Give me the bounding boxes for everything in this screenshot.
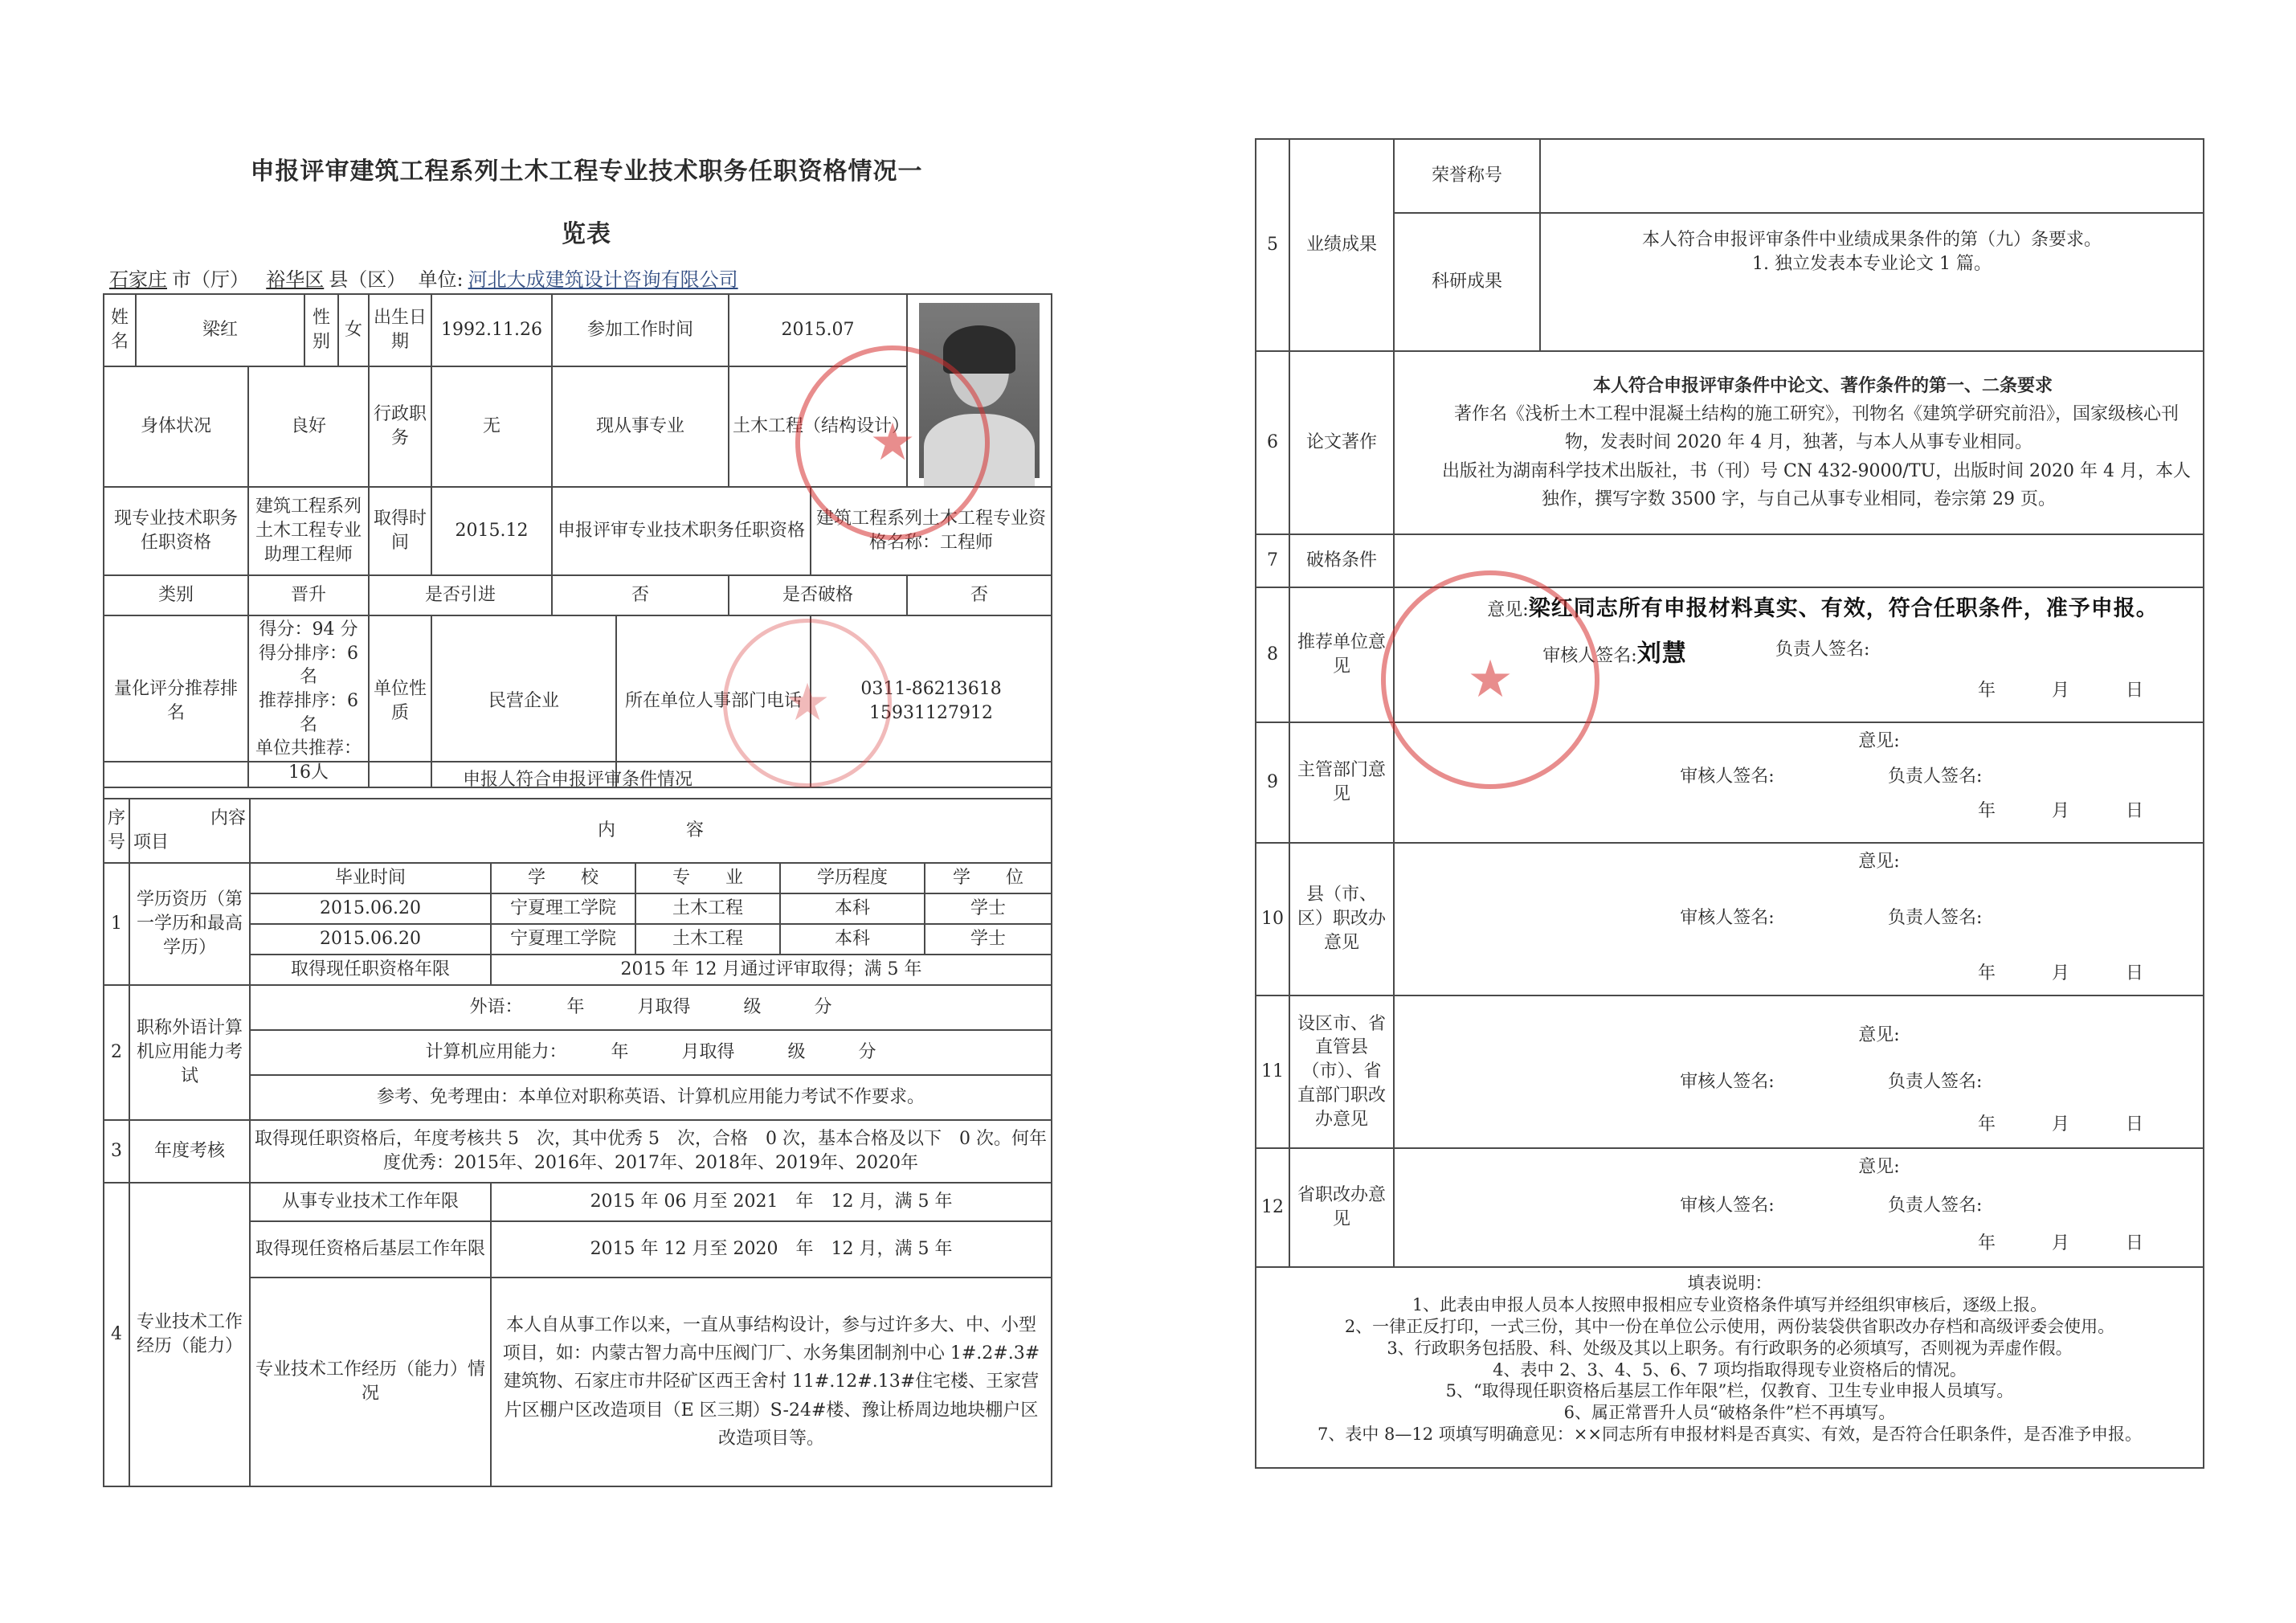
name-value: 梁红 bbox=[136, 294, 304, 366]
r8-opinion bbox=[1406, 595, 2192, 623]
s1-r2-degree: 学士 bbox=[925, 924, 1052, 955]
r12-leader-label: 负责人签名: bbox=[1888, 1195, 1983, 1216]
r11-month: 月 bbox=[2051, 1114, 2069, 1135]
hr-phone-label: 所在单位人事部门电话 bbox=[616, 615, 811, 787]
form-title-line2: 览表 bbox=[562, 220, 611, 248]
note-2: 2、一律正反打印，一式三份，其中一份在单位公示使用，两份装袋供省职改办存档和高级评委会使用。 bbox=[1344, 1316, 2115, 1336]
s4-exp-label: 专业技术工作经历（能力）情况 bbox=[250, 1278, 491, 1486]
r10-label: 县（市、区）职改办意见 bbox=[1289, 843, 1394, 995]
r11-leader-label: 负责人签名: bbox=[1888, 1071, 1983, 1092]
s4-exp-value: 本人自从事工作以来，一直从事结构设计，参与过许多大、中、小型项目，如：内蒙古智力高中压阀门厂、水务集团制剂中心 1#.2#.3#建筑物、石家庄市井陉矿区西王舍村 11#.12#.13#住宅楼、王家营片区棚户区改造项目（E 区三期）S-24#楼、豫让桥周边地块棚户区改造项目等。 bbox=[491, 1278, 1052, 1486]
r5-honor-label: 荣誉称号 bbox=[1394, 139, 1540, 213]
right-page bbox=[1148, 0, 2296, 1623]
r12-no: 12 bbox=[1256, 1148, 1289, 1267]
r12-reviewer-label: 审核人签名: bbox=[1680, 1195, 1775, 1216]
s3-label: 年度考核 bbox=[129, 1120, 250, 1183]
r12-date bbox=[1406, 1232, 2192, 1256]
score-value: 得分：94 分 bbox=[259, 619, 358, 640]
r12-day: 日 bbox=[2125, 1233, 2143, 1254]
sex-label: 性别 bbox=[304, 294, 338, 366]
s1-col-level: 学历程度 bbox=[780, 863, 925, 893]
admin-post-label: 行政职务 bbox=[369, 366, 431, 487]
r9-no: 9 bbox=[1256, 722, 1289, 843]
s2-computer: 计算机应用能力： 年 月取得 级 分 bbox=[250, 1030, 1052, 1075]
company-seal-stamp-faint: ★ bbox=[723, 619, 892, 787]
r6-para2: 著作名《浅析土木工程中混凝土结构的施工研究》，刊物名《建筑学研究前沿》，国家级核心刊物，发表时间 2020 年 4 月，独著，与本人从事专业相同。 bbox=[1453, 404, 2179, 453]
review-table bbox=[1255, 138, 2204, 1469]
county-value: 裕华区 bbox=[266, 268, 325, 291]
r10-day: 日 bbox=[2125, 963, 2143, 984]
s1-col-major: 专 业 bbox=[635, 863, 780, 893]
r6-content bbox=[1394, 351, 2204, 534]
s4-base-value: 2015 年 12 月至 2020 年 12 月，满 5 年 bbox=[491, 1221, 1052, 1278]
r5-research-label: 科研成果 bbox=[1394, 213, 1540, 351]
note-1: 1、此表由申报人员本人按照申报相应专业资格条件填写并经组织审核后，逐级上报。 bbox=[1412, 1294, 2048, 1314]
unit-nature-value: 民营企业 bbox=[431, 615, 616, 787]
r8-day: 日 bbox=[2125, 680, 2143, 701]
exceptional-value: 否 bbox=[907, 575, 1052, 615]
hr-phone-1: 0311-86213618 bbox=[860, 679, 1002, 700]
r8-no: 8 bbox=[1256, 587, 1289, 722]
r10-date bbox=[1406, 962, 2192, 986]
note-5: 5、“取得现任职资格后基层工作年限”栏，仅教育、卫生专业申报人员填写。 bbox=[1445, 1381, 2014, 1401]
s4-base-label: 取得现任资格后基层工作年限 bbox=[250, 1221, 491, 1278]
r12-content bbox=[1394, 1148, 2204, 1267]
s1-r2-major: 土木工程 bbox=[635, 924, 780, 955]
hr-phone-2: 15931127912 bbox=[869, 702, 994, 723]
r11-year: 年 bbox=[1977, 1114, 1996, 1135]
s2-no: 2 bbox=[104, 985, 129, 1120]
r10-reviewer-label: 审核人签名: bbox=[1680, 907, 1775, 928]
r11-label: 设区市、省直管县（市）、省直部门职改办意见 bbox=[1289, 995, 1394, 1148]
s1-r1-date: 2015.06.20 bbox=[250, 893, 491, 924]
s2-exempt: 参考、免考理由：本单位对职称英语、计算机应用能力考试不作要求。 bbox=[250, 1075, 1052, 1120]
work-start-label: 参加工作时间 bbox=[552, 294, 729, 366]
birth-label: 出生日期 bbox=[369, 294, 431, 366]
r8-reviewer bbox=[1454, 638, 1775, 671]
health-value: 良好 bbox=[248, 366, 369, 487]
county-suffix: 县（区） bbox=[329, 268, 406, 291]
header-no: 序号 bbox=[104, 799, 129, 863]
category-value: 晋升 bbox=[248, 575, 369, 615]
note-7: 7、表中 8—12 项填写明确意见：××同志所有申报材料是否真实、有效，是否符合任职条件，是否准予申报。 bbox=[1318, 1425, 2142, 1445]
current-major-value: 土木工程（结构设计） bbox=[729, 366, 907, 487]
r9-date bbox=[1406, 799, 2192, 824]
city-suffix: 市（厅） bbox=[172, 268, 249, 291]
apply-title-value: 建筑工程系列土木工程专业资格名称：工程师 bbox=[811, 487, 1052, 575]
r9-signatures bbox=[1406, 765, 2192, 789]
sex-value: 女 bbox=[338, 294, 369, 366]
s1-r2-school: 宁夏理工学院 bbox=[491, 924, 635, 955]
r10-year: 年 bbox=[1977, 963, 1996, 984]
city-value: 石家庄 bbox=[109, 268, 167, 291]
r11-content bbox=[1394, 995, 2204, 1148]
r10-opinion: 意见: bbox=[1858, 852, 1900, 872]
portrait-image bbox=[919, 303, 1040, 478]
score-order: 得分排序：6 名 bbox=[259, 643, 358, 688]
s1-r2-date: 2015.06.20 bbox=[250, 924, 491, 955]
introduced-value: 否 bbox=[552, 575, 729, 615]
s2-foreign: 外语： 年 月取得 级 分 bbox=[250, 985, 1052, 1030]
header-item bbox=[129, 799, 250, 863]
header-content: 内 容 bbox=[250, 799, 1052, 863]
s1-no: 1 bbox=[104, 863, 129, 985]
fill-instructions bbox=[1256, 1267, 2204, 1468]
header-item-top: 内容 bbox=[210, 808, 246, 829]
birth-value: 1992.11.26 bbox=[431, 294, 552, 366]
header-info-line bbox=[104, 264, 743, 292]
r8-year: 年 bbox=[1977, 680, 1996, 701]
unit-label: 单位: bbox=[418, 268, 464, 291]
r9-month: 月 bbox=[2051, 801, 2069, 822]
r9-year: 年 bbox=[1977, 801, 1996, 822]
r7-no: 7 bbox=[1256, 534, 1289, 587]
r9-leader-label: 负责人签名: bbox=[1888, 766, 1983, 787]
s4-label: 专业技术工作经历（能力） bbox=[129, 1183, 250, 1486]
r9-day: 日 bbox=[2125, 801, 2143, 822]
r9-label: 主管部门意见 bbox=[1289, 722, 1394, 843]
r10-signatures bbox=[1406, 906, 2192, 930]
s1-col-grad-date: 毕业时间 bbox=[250, 863, 491, 893]
current-major-label: 现从事专业 bbox=[552, 366, 729, 487]
r10-no: 10 bbox=[1256, 843, 1289, 995]
note-3: 3、行政职务包括股、科、处级及其以上职务。有行政职务的必须填写，否则视为弄虚作假。 bbox=[1387, 1338, 2073, 1358]
category-label: 类别 bbox=[104, 575, 248, 615]
s1-r1-school: 宁夏理工学院 bbox=[491, 893, 635, 924]
s1-col-degree: 学 位 bbox=[925, 863, 1052, 893]
header-item-bottom: 项目 bbox=[133, 832, 170, 852]
r8-date bbox=[1406, 679, 2192, 703]
r8-leader-label: 负责人签名: bbox=[1775, 640, 1870, 660]
s1-r2-level: 本科 bbox=[780, 924, 925, 955]
applicant-photo bbox=[907, 294, 1052, 487]
s4-no: 4 bbox=[104, 1183, 129, 1486]
r11-day: 日 bbox=[2125, 1114, 2143, 1135]
r12-year: 年 bbox=[1977, 1233, 1996, 1254]
r8-opinion-label: 意见: bbox=[1487, 600, 1529, 620]
s3-text: 取得现任职资格后，年度考核共 5 次，其中优秀 5 次，合格 0 次，基本合格及以下 0 次。何年度优秀：2015年、2016年、2017年、2018年、2019年、2020年 bbox=[250, 1120, 1052, 1183]
apply-title-label: 申报评审专业技术职务任职资格 bbox=[552, 487, 811, 575]
r12-month: 月 bbox=[2051, 1233, 2069, 1254]
r6-no: 6 bbox=[1256, 351, 1289, 534]
obtain-date-value: 2015.12 bbox=[431, 487, 552, 575]
r9-content bbox=[1394, 722, 2204, 843]
r8-label: 推荐单位意见 bbox=[1289, 587, 1394, 722]
r5-research-line2: 1. 独立发表本专业论文 1 篇。 bbox=[1752, 253, 1992, 274]
current-title-label: 现专业技术职务任职资格 bbox=[104, 487, 248, 575]
r5-honor-value bbox=[1540, 139, 2204, 213]
r8-content bbox=[1394, 587, 2204, 722]
r12-signatures bbox=[1406, 1194, 2192, 1218]
s1-r1-major: 土木工程 bbox=[635, 893, 780, 924]
s3-no: 3 bbox=[104, 1120, 129, 1183]
r11-opinion: 意见: bbox=[1858, 1025, 1900, 1045]
s1-r1-level: 本科 bbox=[780, 893, 925, 924]
notes-title: 填表说明： bbox=[1687, 1273, 1772, 1293]
admin-post-value: 无 bbox=[431, 366, 552, 487]
recommend-order: 推荐排序：6 名 bbox=[259, 691, 358, 735]
r6-label: 论文著作 bbox=[1289, 351, 1394, 534]
company-seal-stamp: ★ bbox=[795, 345, 990, 540]
r7-label: 破格条件 bbox=[1289, 534, 1394, 587]
r10-month: 月 bbox=[2051, 963, 2069, 984]
r8-signatures bbox=[1406, 638, 2192, 671]
s2-label: 职称外语计算机应用能力考试 bbox=[129, 985, 250, 1120]
total-recommended: 单位共推荐：16人 bbox=[255, 738, 362, 783]
s1-label: 学历资历（第一学历和最高学历） bbox=[129, 863, 250, 985]
s1-limit-label: 取得现任职资格年限 bbox=[250, 955, 491, 985]
obtain-date-label: 取得时间 bbox=[369, 487, 431, 575]
r8-opinion-handwriting: 梁红同志所有申报材料真实、有效，符合任职条件，准予申报。 bbox=[1528, 596, 2159, 621]
conditions-table bbox=[103, 761, 1052, 1487]
r12-opinion: 意见: bbox=[1858, 1157, 1900, 1177]
r10-leader-label: 负责人签名: bbox=[1888, 907, 1983, 928]
r5-no: 5 bbox=[1256, 139, 1289, 351]
company-seal-stamp: ★ bbox=[1381, 570, 1599, 789]
r8-month: 月 bbox=[2051, 680, 2069, 701]
r5-research-line1: 本人符合申报评审条件中业绩成果条件的第（九）条要求。 bbox=[1641, 230, 2102, 250]
r11-reviewer-label: 审核人签名: bbox=[1680, 1071, 1775, 1092]
r10-content bbox=[1394, 843, 2204, 995]
s4-years-value: 2015 年 06 月至 2021 年 12 月，满 5 年 bbox=[491, 1183, 1052, 1221]
section-title: 申报人符合申报评审条件情况 bbox=[104, 762, 1052, 799]
r12-label: 省职改办意 见 bbox=[1289, 1148, 1394, 1267]
s1-r1-degree: 学士 bbox=[925, 893, 1052, 924]
score-rank-label: 量化评分推荐排名 bbox=[104, 615, 248, 787]
s1-limit-value: 2015 年 12 月通过评审取得；满 5 年 bbox=[491, 955, 1052, 985]
personal-info-table bbox=[103, 293, 1052, 788]
r7-value bbox=[1394, 534, 2204, 587]
work-start-value: 2015.07 bbox=[729, 294, 907, 366]
exceptional-label: 是否破格 bbox=[729, 575, 907, 615]
s1-col-school: 学 校 bbox=[491, 863, 635, 893]
r11-no: 11 bbox=[1256, 995, 1289, 1148]
r11-date bbox=[1406, 1113, 2192, 1137]
r9-reviewer-label: 审核人签名: bbox=[1680, 766, 1775, 787]
r5-research-value bbox=[1540, 213, 2204, 351]
form-title-line1: 申报评审建筑工程系列土木工程专业技术职务任职资格情况一 bbox=[250, 157, 923, 186]
note-4: 4、表中 2、3、4、5、6、7 项均指取得现专业资格后的情况。 bbox=[1493, 1359, 1967, 1380]
r8-reviewer-label: 审核人签名: bbox=[1542, 646, 1637, 667]
health-label: 身体状况 bbox=[104, 366, 248, 487]
unit-value: 河北大成建筑设计咨询有限公司 bbox=[468, 268, 738, 291]
s4-years-label: 从事专业技术工作年限 bbox=[250, 1183, 491, 1221]
r6-para1: 本人符合申报评审条件中论文、著作条件的第一、二条要求 bbox=[1592, 375, 2053, 397]
name-label: 姓名 bbox=[104, 294, 136, 366]
note-6: 6、属正常晋升人员“破格条件”栏不再填写。 bbox=[1563, 1403, 1896, 1423]
r6-para3: 出版社为湖南科学技术出版社，书（刊）号 CN 432-9000/TU，出版时间 2020 年 4 月，本人独作，撰写字数 3500 字，与自己从事专业相同，卷宗第 29 页。 bbox=[1441, 460, 2192, 509]
unit-nature-label: 单位性质 bbox=[369, 615, 431, 787]
r9-opinion: 意见: bbox=[1858, 731, 1900, 751]
introduced-label: 是否引进 bbox=[369, 575, 552, 615]
r5-label: 业绩成果 bbox=[1289, 139, 1394, 351]
r11-signatures bbox=[1406, 1070, 2192, 1094]
r8-reviewer-signature: 刘慧 bbox=[1636, 640, 1687, 668]
current-title-value: 建筑工程系列土木工程专业助理工程师 bbox=[248, 487, 369, 575]
